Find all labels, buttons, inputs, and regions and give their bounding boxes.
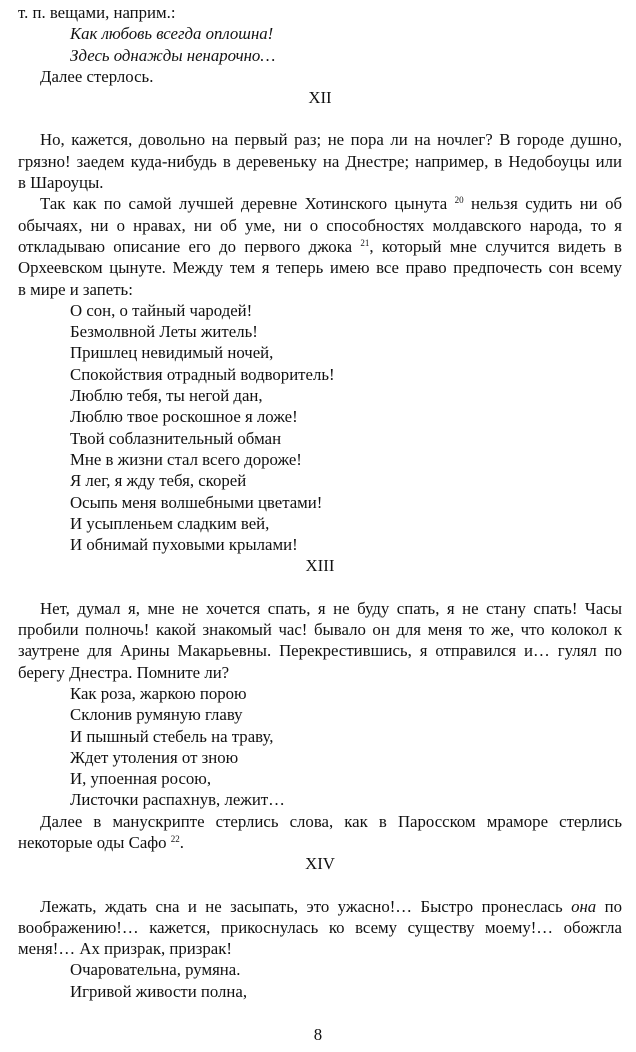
- chapter-heading: XIV: [305, 854, 335, 874]
- footnote-ref[interactable]: 21: [360, 237, 370, 248]
- verse-line: Склонив румяную главу: [70, 705, 243, 725]
- text-line: т. п. вещами, наприм.:: [18, 3, 176, 22]
- paragraph-line: меня!… Ах призрак, призрак!: [18, 939, 232, 959]
- footnote-ref[interactable]: 22: [170, 833, 180, 844]
- text-span: , который мне случится видеть в: [369, 236, 622, 256]
- verse-line: Как любовь всегда оплошна!: [70, 24, 274, 44]
- text-span: некоторые оды Сафо: [18, 832, 167, 852]
- verse-line: Твой соблазнительный обман: [70, 428, 282, 448]
- paragraph-line: заутрене для Арины Макарьевны. Перекрестившись, я отправился и… гулял по: [18, 641, 622, 661]
- text-span: .: [179, 832, 184, 852]
- verse-line: И, упоенная росою,: [70, 769, 212, 789]
- paragraph-line: в Шароуцы.: [18, 173, 104, 193]
- paragraph-line: Нет, думал я, мне не хочется спать, я не буду спать, я не стану спать! Часы: [40, 598, 622, 618]
- paragraph-line: Но, кажется, довольно на первый раз; не пора ли на ночлег? В городе душно,: [40, 130, 622, 150]
- chapter-heading: XIII: [305, 556, 335, 576]
- emphasis-text: она: [571, 896, 597, 916]
- paragraph-line: [18, 832, 622, 853]
- paragraph-line: [18, 193, 622, 214]
- book-page: [18, 2, 622, 1002]
- paragraph-line: [18, 236, 622, 257]
- verse-line: Мне в жизни стал всего дороже!: [70, 449, 302, 469]
- verse-line: И обнимай пуховыми крылами!: [70, 535, 298, 555]
- verse-line: Спокойствия отрадный водворитель!: [70, 364, 335, 384]
- paragraph-line: Орхеевском цынуте. Между тем я теперь имею все право предпочесть сон всему: [18, 258, 622, 278]
- verse-line: Люблю тебя, ты негой дан,: [70, 386, 263, 406]
- verse-line: Игривой живости полна,: [70, 981, 248, 1001]
- verse-line: Безмолвной Леты житель!: [70, 322, 258, 342]
- verse-line: Люблю твое роскошное я ложе!: [70, 407, 298, 427]
- text-span: по: [604, 896, 623, 916]
- paragraph-line: берегу Днестра. Помните ли?: [18, 662, 230, 682]
- paragraph-line: в мире и запеть:: [18, 279, 133, 299]
- verse-line: Пришлец невидимый ночей,: [70, 343, 274, 363]
- text-span: Лежать, ждать сна и не засыпать, это ужасно!… Быстро пронеслась: [40, 896, 563, 916]
- paragraph-line: пробили полночь! какой знакомый час! бывало он для меня то же, что колокол к: [18, 620, 622, 640]
- verse-line: Ждет утоления от зною: [70, 747, 239, 767]
- paragraph-line: Далее в манускрипте стерлись слова, как в Паросском мраморе стерлись: [40, 811, 622, 831]
- chapter-heading: XII: [308, 88, 332, 108]
- text-line: Далее стерлось.: [40, 66, 154, 86]
- verse-line: Осыпь меня волшебными цветами!: [70, 492, 323, 512]
- paragraph-line: воображению!… кажется, прикоснулась ко всему существу моему!… обожгла: [18, 917, 622, 937]
- verse-line: Я лег, я жду тебя, скорей: [70, 471, 247, 491]
- page-number: 8: [313, 1025, 323, 1044]
- verse-line: И усыпленьем сладким вей,: [70, 513, 270, 533]
- text-span: Так как по самой лучшей деревне Хотинского цынута: [40, 194, 448, 214]
- verse-line: Листочки распахнув, лежит…: [70, 790, 285, 810]
- paragraph-line: [18, 896, 622, 917]
- verse-line: О сон, о тайный чародей!: [70, 300, 253, 320]
- text-span: нельзя судить ни об: [471, 194, 622, 214]
- paragraph-line: обычаях, ни о нравах, ни об уме, ни о способностях молдавского народа, то я: [18, 215, 622, 235]
- verse-line: Как роза, жаркою порою: [70, 683, 247, 703]
- text-span: откладываю описание его до первого джока: [18, 236, 353, 256]
- verse-line: Здесь однажды ненарочно…: [70, 45, 276, 65]
- verse-line: И пышный стебель на траву,: [70, 726, 274, 746]
- verse-line: Очаровательна, румяна.: [70, 960, 241, 980]
- paragraph-line: грязно! заедем куда-нибудь в деревеньку на Днестре; например, в Недобоуцы или: [18, 151, 622, 171]
- footnote-ref[interactable]: 20: [454, 195, 464, 206]
